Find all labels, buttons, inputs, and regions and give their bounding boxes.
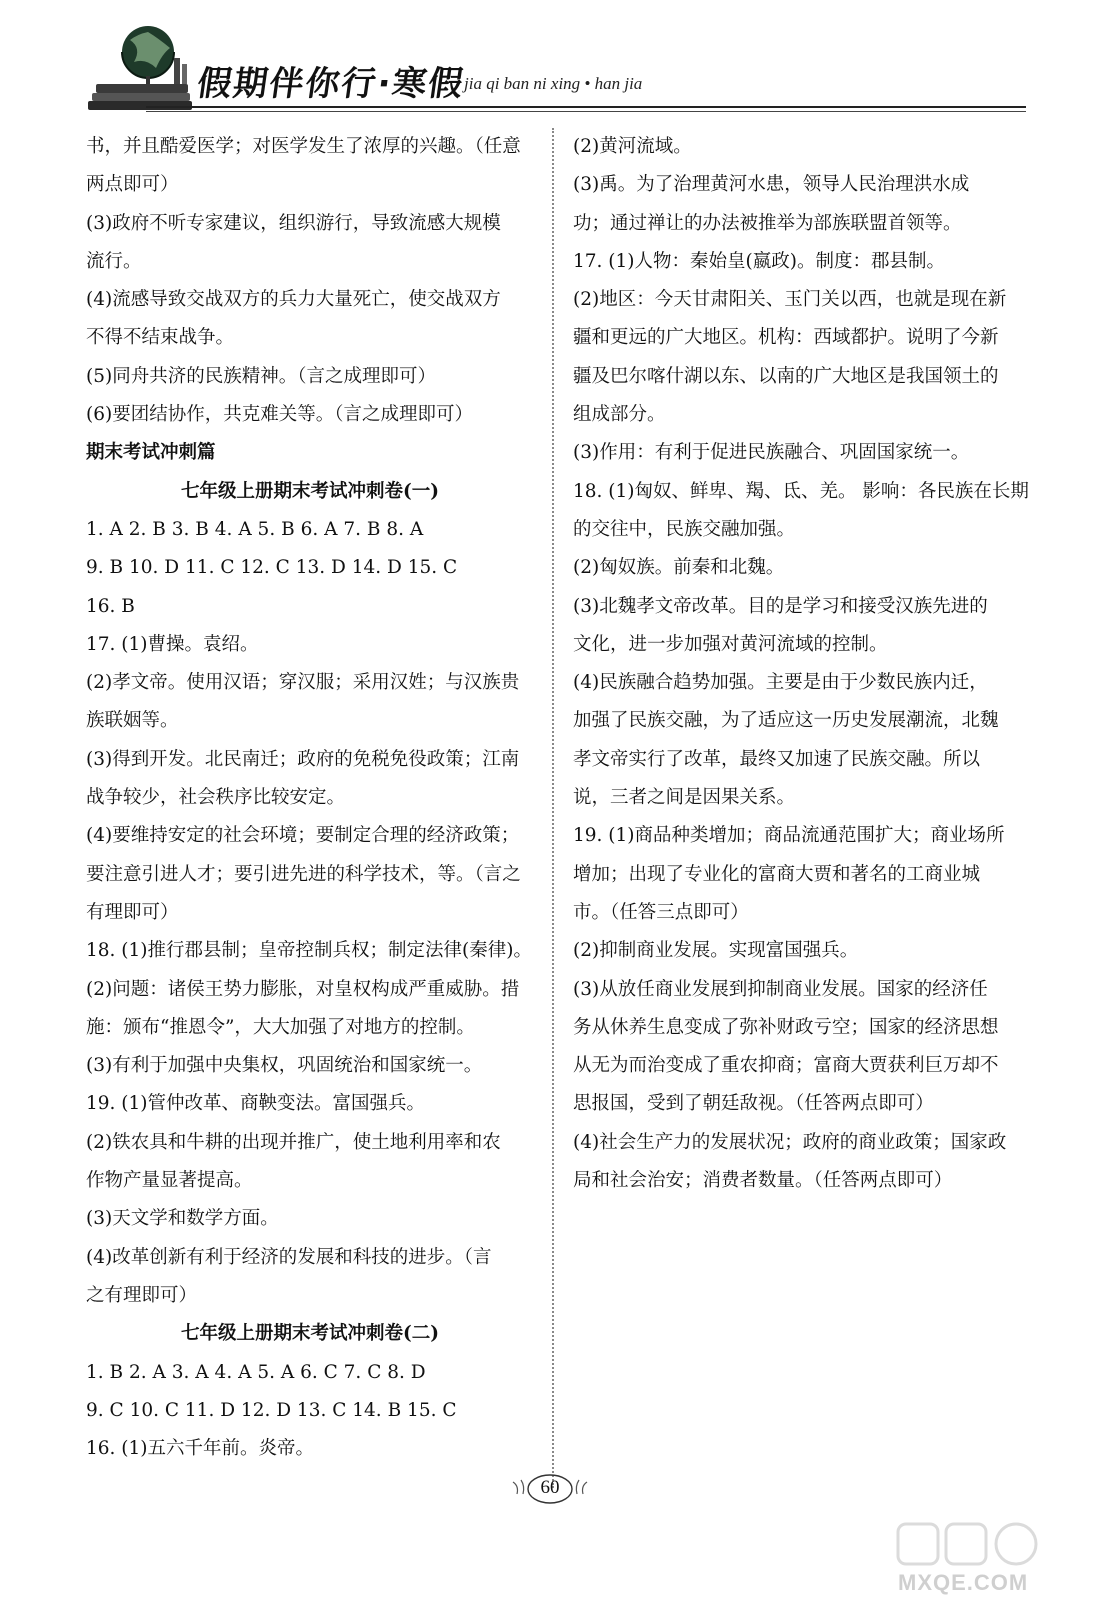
answer-line: 局和社会治安；消费者数量。（任答两点即可） [573, 1170, 953, 1192]
answer-line: 9. B 10. D 11. C 12. C 13. D 14. D 15. C [86, 557, 458, 579]
answer-line: 思报国，受到了朝廷敌视。（任答两点即可） [573, 1093, 934, 1115]
answer-line: 加强了民族交融，为了适应这一历史发展潮流，北魏 [573, 710, 999, 732]
answer-line: 市。（任答三点即可） [573, 901, 749, 923]
books-globe-icon [86, 18, 198, 112]
answer-line: (3)从放任商业发展到抑制商业发展。国家的经济任 [573, 978, 988, 1000]
answer-line: (2)孝文帝。使用汉语；穿汉服；采用汉姓；与汉族贵 [86, 672, 520, 694]
answer-line: 增加；出现了专业化的富商大贾和著名的工商业城 [573, 863, 981, 885]
answer-line: 1. B 2. A 3. A 4. A 5. A 6. C 7. C 8. D [86, 1361, 426, 1383]
answer-line: (4)改革创新有利于经济的发展和科技的进步。（言 [86, 1246, 492, 1268]
answer-line: 组成部分。 [573, 404, 666, 426]
answer-line: 作物产量显著提高。 [86, 1170, 253, 1192]
header-rule-thin [146, 111, 1026, 112]
series-title-pinyin: jia qi ban ni xing • han jia [464, 74, 643, 93]
watermark-text: MXQE.COM [898, 1570, 1029, 1595]
header-rule [146, 106, 1026, 108]
right-column [573, 128, 1029, 1200]
answer-line: 战争较少，社会秩序比较安定。 [86, 787, 346, 809]
answer-line: 9. C 10. C 11. D 12. D 13. C 14. B 15. C [86, 1399, 457, 1421]
answer-line: (4)民族融合趋势加强。主要是由于少数民族内迁， [573, 672, 988, 694]
answer-line: 18. (1)推行郡县制；皇帝控制兵权；制定法律(秦律)。 [86, 940, 532, 962]
answer-line: (2)铁农具和牛耕的出现并推广，使土地利用率和农 [86, 1131, 501, 1153]
answer-line: 务从休养生息变成了弥补财政亏空；国家的经济思想 [573, 1016, 999, 1038]
answer-line: 功；通过禅让的办法被推举为部族联盟首领等。 [573, 212, 962, 234]
answer-line: 的交往中，民族交融加强。 [573, 518, 796, 540]
answer-line: 不得不结束战争。 [86, 327, 235, 349]
answer-line: 要注意引进人才；要引进先进的科学技术，等。（言之 [86, 863, 521, 885]
answer-line: (5)同舟共济的民族精神。（言之成理即可） [86, 365, 436, 387]
answer-line: 1. A 2. B 3. B 4. A 5. B 6. A 7. B 8. A [86, 518, 424, 540]
answer-line: 说，三者之间是因果关系。 [573, 787, 796, 809]
answer-line: 孝文帝实行了改革，最终又加速了民族交融。所以 [573, 748, 981, 770]
answer-line: 有理即可） [86, 901, 179, 923]
answer-line: (2)匈奴族。前秦和北魏。 [573, 557, 785, 579]
answer-line: 19. (1)商品种类增加；商品流通范围扩大；商业场所 [573, 825, 1005, 847]
answer-line: 从无为而治变成了重农抑商；富商大贾获利巨万却不 [573, 1055, 999, 1077]
answer-line: 文化，进一步加强对黄河流域的控制。 [573, 633, 888, 655]
series-title: 假期伴你行·寒假 [194, 64, 468, 104]
watermark-logo-icon [868, 1518, 1068, 1570]
answer-line: (2)地区：今天甘肃阳关、玉门关以西，也就是现在新 [573, 289, 1007, 311]
answer-line: 书，并且酷爱医学；对医学发生了浓厚的兴趣。（任意 [86, 136, 521, 157]
answer-line: (2)抑制商业发展。实现富国强兵。 [573, 940, 859, 962]
part-heading: 期末考试冲刺篇 [86, 442, 216, 464]
answer-line: (3)得到开发。北民南迁；政府的免税免役政策；江南 [86, 748, 520, 770]
answer-line: (3)天文学和数学方面。 [86, 1208, 279, 1230]
answer-line: (4)要维持安定的社会环境；要制定合理的经济政策； [86, 825, 520, 847]
answer-line: (2)问题：诸侯王势力膨胀，对皇权构成严重威胁。措 [86, 978, 520, 1000]
answer-line: 流行。 [86, 250, 142, 272]
page-header [86, 18, 1026, 118]
answer-line: 施：颁布“推恩令”，大大加强了对地方的控制。 [86, 1016, 475, 1038]
answer-line: (2)黄河流域。 [573, 136, 692, 157]
answer-line: 17. (1)人物：秦始皇(嬴政)。制度：郡县制。 [573, 250, 945, 272]
answer-line: 16. B [86, 595, 135, 617]
answer-line: (4)社会生产力的发展状况；政府的商业政策；国家政 [573, 1131, 1007, 1153]
answer-line: (3)北魏孝文帝改革。目的是学习和接受汉族先进的 [573, 595, 988, 617]
answer-line: (3)作用：有利于促进民族融合、巩固国家统一。 [573, 442, 970, 464]
answer-line: (3)禹。为了治理黄河水患，领导人民治理洪水成 [573, 174, 970, 196]
answer-line: 之有理即可） [86, 1284, 198, 1306]
answer-line: 16. (1)五六千年前。炎帝。 [86, 1438, 315, 1460]
left-column [86, 128, 534, 1468]
watermark [868, 1518, 1068, 1598]
answer-line: (3)政府不听专家建议，组织游行，导致流感大规模 [86, 212, 501, 234]
answer-line: (3)有利于加强中央集权，巩固统治和国家统一。 [86, 1055, 483, 1077]
answer-line: 17. (1)曹操。袁绍。 [86, 633, 259, 655]
answer-line: 两点即可） [86, 174, 179, 196]
answer-line: 18. (1)匈奴、鲜卑、羯、氐、羌。 影响：各民族在长期 [573, 480, 1029, 502]
answer-line: 族联姻等。 [86, 710, 179, 732]
answer-line: (4)流感导致交战双方的兵力大量死亡，使交战双方 [86, 289, 501, 311]
answer-line: (6)要团结协作，共克难关等。（言之成理即可） [86, 404, 473, 426]
page-number-badge [505, 1468, 595, 1508]
column-divider [552, 128, 554, 1488]
section-title: 七年级上册期末考试冲刺卷(一) [180, 480, 439, 502]
page-number: 60 [540, 1477, 560, 1498]
answer-line: 19. (1)管仲改革、商鞅变法。富国强兵。 [86, 1093, 426, 1115]
section-title: 七年级上册期末考试冲刺卷(二) [180, 1323, 439, 1345]
answer-line: 疆及巴尔喀什湖以东、以南的广大地区是我国领土的 [573, 365, 999, 387]
answer-line: 疆和更远的广大地区。机构：西域都护。说明了今新 [573, 327, 999, 349]
